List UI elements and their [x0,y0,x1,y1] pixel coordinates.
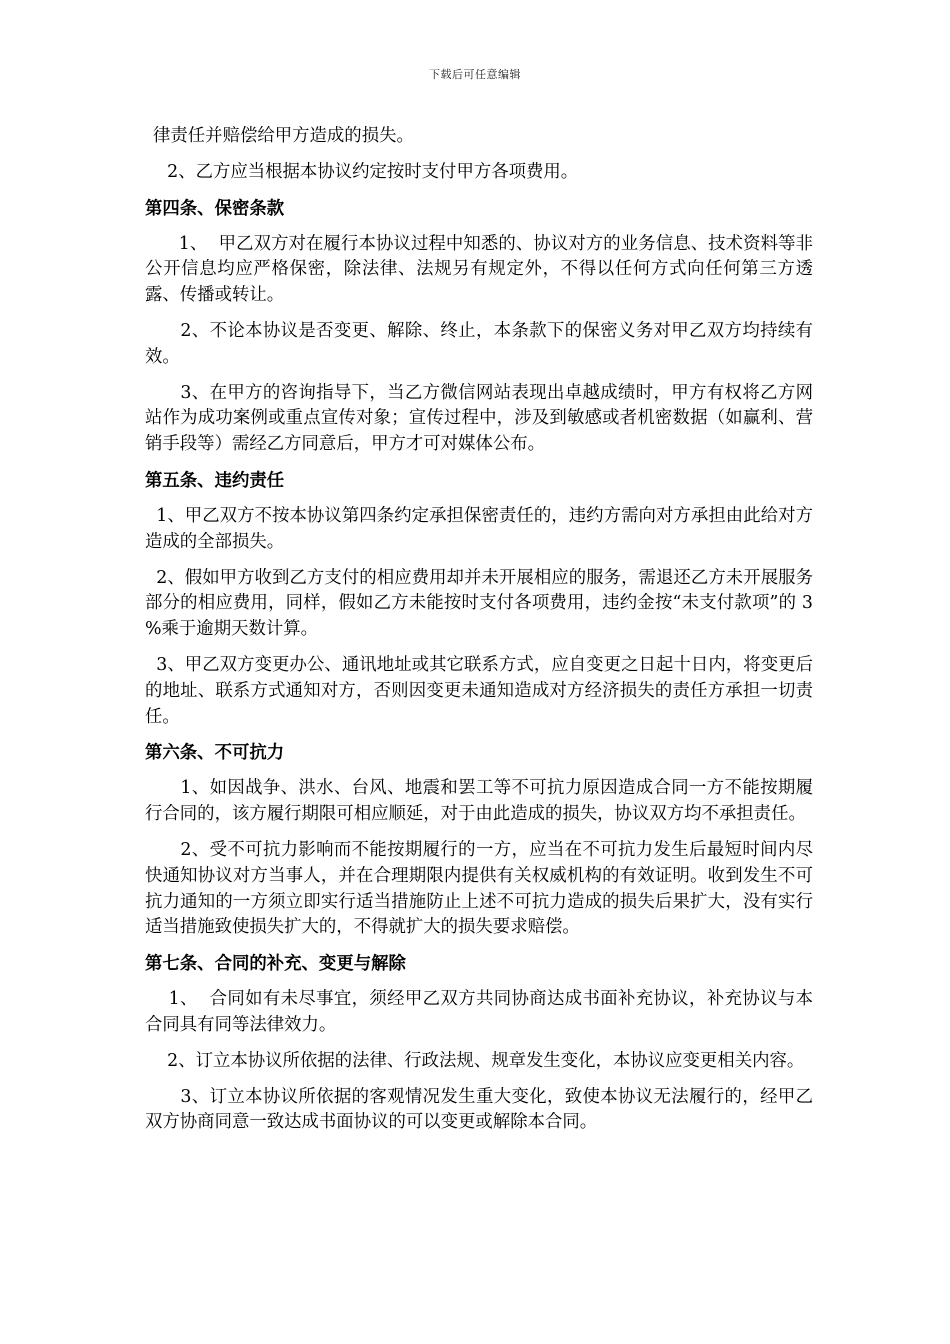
section-heading-article-4: 第四条、保密条款 [145,198,285,219]
section-heading-article-6: 第六条、不可抗力 [145,743,285,764]
document-body [145,124,819,1146]
paragraph-article-7-item-1: 1、 合同如有未尽事宜，须经甲乙双方共同协商达成书面补充协议，补充协议与本合同具有同等法律效力。 [145,989,813,1035]
page-header-note: 下载后可任意编辑 [429,68,521,81]
paragraph-article-6-item-1: 1、如因战争、洪水、台风、地震和罢工等不可抗力原因造成合同一方不能按期履行合同的，该方履行期限可相应顺延，对于由此造成的损失，协议双方均不承担责任。 [145,778,813,825]
paragraph-article-4-item-1: 1、 甲乙双方对在履行本协议过程中知悉的、协议对方的业务信息、技术资料等非公开信息均应严格保密，除法律、法规另有规定外，不得以任何方式向任何第三方透露、传播或转让。 [145,233,813,306]
paragraph-intro-1: 律责任并赔偿给甲方造成的损失。 [153,126,414,146]
paragraph-article-6-item-2: 2、受不可抗力影响而不能按期履行的一方，应当在不可抗力发生后最短时间内尽快通知协议对方当事人，并在合理期限内提供有关权威机构的有效证明。收到发生不可抗力通知的一方须立即实行适当措施防止上述不可抗力造成的损失后果扩大，没有实行适当措施致使损失扩大的，不得就扩大的损失要求赔偿。 [145,839,813,938]
section-heading-article-5: 第五条、违约责任 [145,470,285,491]
paragraph-intro-2: 2、乙方应当根据本协议约定按时支付甲方各项费用。 [145,161,579,182]
paragraph-article-7-item-2: 2、订立本协议所依据的法律、行政法规、规章发生变化，本协议应变更相关内容。 [145,1050,805,1071]
paragraph-article-4-item-3: 3、在甲方的咨询指导下，当乙方微信网站表现出卓越成绩时，甲方有权将乙方网站作为成功案例或重点宣传对象；宣传过程中，涉及到敏感或者机密数据（如赢利、营销手段等）需经乙方同意后，甲方才可对媒体公布。 [145,382,813,455]
paragraph-article-4-item-2: 2、不论本协议是否变更、解除、终止，本条款下的保密义务对甲乙双方均持续有效。 [145,320,813,367]
paragraph-article-5-item-3: 3、甲乙双方变更办公、通讯地址或其它联系方式，应自变更之日起十日内，将变更后的地址、联系方式通知对方，否则因变更未通知造成对方经济损失的责任方承担一切责任。 [145,654,813,727]
section-heading-article-7: 第七条、合同的补充、变更与解除 [145,954,406,975]
paragraph-article-5-item-2: 2、假如甲方收到乙方支付的相应费用却并未开展相应的服务，需退还乙方未开展服务部分的相应费用，同样，假如乙方未能按时支付各项费用，违约金按“未支付款项”的 3 %乘于逾期天数计算。 [145,567,819,640]
paragraph-article-7-item-3: 3、订立本协议所依据的客观情况发生重大变化，致使本协议无法履行的，经甲乙双方协商同意一致达成书面协议的可以变更或解除本合同。 [145,1086,813,1133]
paragraph-article-5-item-1: 1、甲乙双方不按本协议第四条约定承担保密责任的，违约方需向对方承担由此给对方造成的全部损失。 [145,505,813,552]
